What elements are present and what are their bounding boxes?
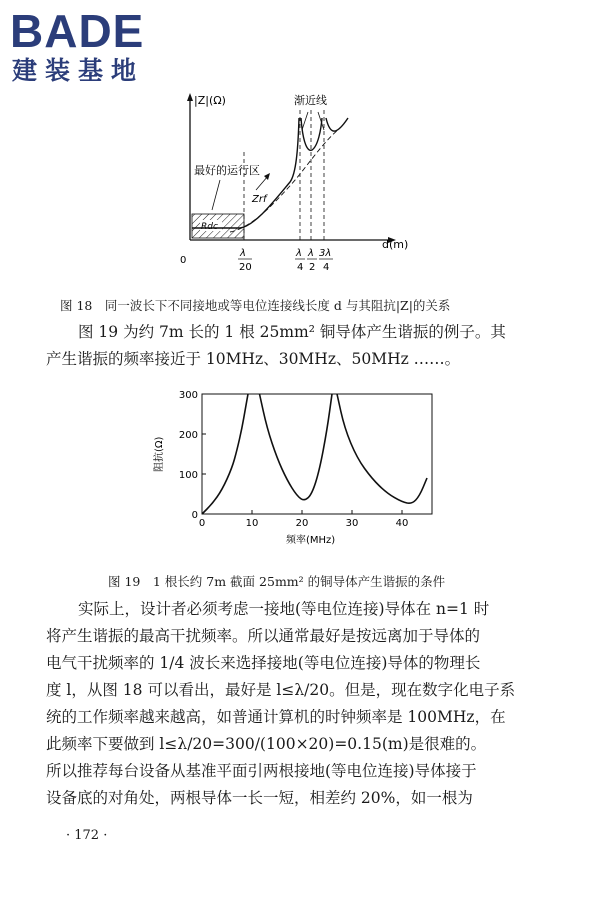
svg-text:2: 2 <box>309 262 316 273</box>
text-line: 图 19 为约 7m 长的 1 根 25mm² 铜导体产生谐振的例子。其 <box>78 323 506 341</box>
text-line: 所以推荐每台设备从基准平面引两根接地(等电位连接)导体接于 <box>46 762 477 780</box>
bade-logo <box>10 6 180 86</box>
tick-lambda-20 <box>238 248 252 273</box>
impedance-series-segment-1 <box>202 394 248 514</box>
logo-text: BADE <box>10 5 145 57</box>
text-line: 产生谐振的频率接近于 10MHz、30MHz、50MHz ……。 <box>46 350 461 368</box>
logo-subtitle: 建装基地 <box>12 56 145 85</box>
y-tick-label: 200 <box>178 430 198 441</box>
figure-18-diagram <box>170 90 430 290</box>
text-line: 度 l，从图 18 可以看出，最好是 l≤λ/20。但是，现在数字化电子系 <box>46 681 516 699</box>
svg-text:4: 4 <box>323 262 330 273</box>
text-line: 此频率下要做到 l≤λ/20=300/(100×20)=0.15(m)是很难的。 <box>46 735 487 753</box>
impedance-series-segment-3 <box>337 394 427 503</box>
y-axis-label: |Z|(Ω) <box>194 94 226 107</box>
rdc-label: Rdc <box>201 222 218 232</box>
x-axis-label: d(m) <box>382 238 409 251</box>
x-tick-label: 40 <box>395 518 409 529</box>
asymptote-label: 渐近线 <box>294 94 327 107</box>
origin-label: 0 <box>180 255 187 266</box>
impedance-series-segment-2 <box>260 394 333 500</box>
page-number: · 172 · <box>66 828 108 843</box>
figure-19-caption: 图 19 1 根长约 7m 截面 25mm² 的铜导体产生谐振的条件 <box>108 574 446 589</box>
svg-text:λ: λ <box>296 248 302 259</box>
y-tick-label: 0 <box>191 510 198 521</box>
text-line: 电气干扰频率的 1/4 波长来选择接地(等电位连接)导体的物理长 <box>46 654 481 672</box>
text-line: 将产生谐振的最高干扰频率。所以通常最好是按远离加于导体的 <box>46 627 481 645</box>
text-line: 统的工作频率越来越高，如普通计算机的时钟频率是 100MHz，在 <box>46 708 506 726</box>
svg-text:λ: λ <box>240 248 246 259</box>
tick-lambda-4 <box>295 248 305 273</box>
tick-lambda-2 <box>307 248 317 273</box>
x-tick-label: 20 <box>295 518 309 529</box>
y-tick-label: 100 <box>178 470 198 481</box>
y-tick-label: 300 <box>178 390 198 401</box>
svg-text:λ: λ <box>308 248 314 259</box>
chart-xlabel: 频率(MHz) <box>286 535 336 546</box>
figure-19-chart <box>140 380 440 550</box>
zrf-label: Zrf <box>252 194 267 205</box>
asymptote-line <box>230 128 340 232</box>
svg-text:4: 4 <box>297 262 304 273</box>
text-line: 实际上，设计者必须考虑一接地(等电位连接)导体在 n=1 时 <box>78 600 490 618</box>
figure-18-caption: 图 18 同一波长下不同接地或等电位连接线长度 d 与其阻抗|Z|的关系 <box>60 298 451 313</box>
best-zone-label: 最好的运行区 <box>194 164 260 177</box>
text-line: 设备底的对角处，两根导体一长一短，相差约 20%，如一根为 <box>46 789 473 807</box>
svg-text:20: 20 <box>239 262 252 273</box>
tick-3lambda-4 <box>319 248 333 273</box>
x-tick-label: 0 <box>198 518 206 529</box>
x-tick-label: 30 <box>345 518 359 529</box>
chart-ylabel: 阻抗(Ω) <box>154 436 165 472</box>
x-tick-label: 10 <box>245 518 259 529</box>
svg-text:3λ: 3λ <box>319 248 332 259</box>
